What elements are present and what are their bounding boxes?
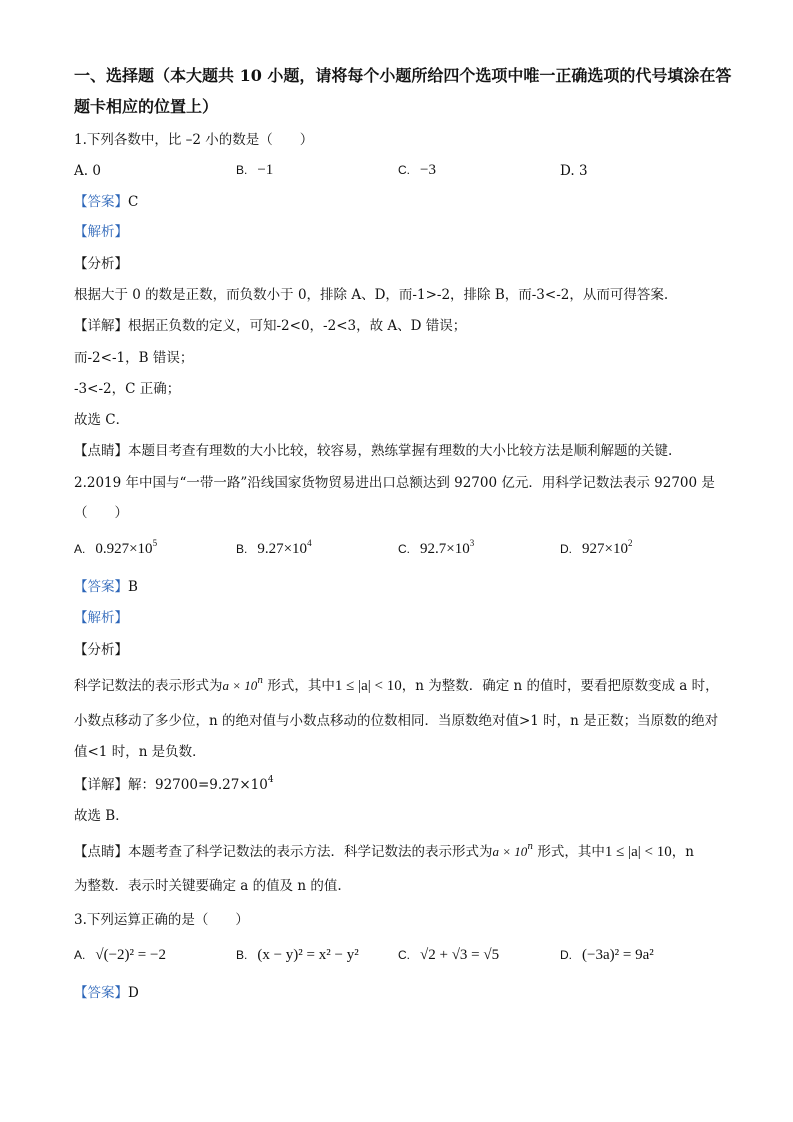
option-exp: 2 (627, 538, 633, 548)
q1-answer (74, 192, 138, 212)
option-exp: 4 (307, 538, 312, 548)
option-base: 0.927×10 (95, 541, 153, 557)
q3-answer (74, 983, 139, 1003)
q2-fenxi-line1 (74, 676, 719, 696)
option-exp: 5 (152, 538, 158, 548)
q2-choose: 故选 B． (74, 808, 129, 824)
option-letter: D. (560, 948, 572, 962)
formula: 1 ≤ |a| < 10 (604, 844, 672, 860)
q2-fenxi-line3: 值<1 时，n 是负数． (74, 744, 206, 760)
formula: 1 ≤ |a| < 10 (334, 678, 402, 694)
q1-line: 故选 C． (74, 412, 130, 428)
option-text: −1 (257, 162, 274, 178)
q2-stem-line1: 2.2019 年中国与“一带一路”沿线国家货物贸易进出口总额达到 92700 亿元．用科学记数法表示 92700 是 (74, 475, 715, 491)
q2-answer (74, 577, 138, 597)
option-letter: C. (398, 542, 410, 556)
q1-option-b[interactable] (236, 160, 273, 180)
text-part: 形式，其中 (533, 844, 605, 860)
q2-fenxi-tag: 【分析】 (74, 642, 128, 658)
option-letter: D. (560, 542, 572, 556)
xiangjie-tag: 【详解】 (74, 777, 128, 793)
formula-exp: n (527, 842, 534, 852)
xiangjie-text: 解：92700=9.27×10 (128, 777, 268, 793)
q2-option-c[interactable] (398, 539, 474, 559)
answer-value: D (128, 985, 139, 1001)
text-part: 形式，其中 (263, 678, 335, 694)
text-part: 科学记数法的表示形式为 (74, 678, 223, 694)
option-letter: C. (398, 163, 410, 177)
q1-line: 而-2<-1，B 错误； (74, 350, 194, 366)
formula-exp: n (257, 676, 264, 686)
q3-option-d[interactable] (560, 945, 654, 965)
option-letter: B. (236, 542, 248, 556)
q3-option-c[interactable] (398, 945, 499, 965)
section-heading-line1: 一、选择题（本大题共 10 小题，请将每个小题所给四个选项中唯一正确选项的代号填涂在答 (74, 66, 732, 85)
q1-fenxi-tag: 【分析】 (74, 256, 128, 272)
option-text: √2 + √3 = √5 (420, 947, 500, 963)
answer-tag: 【答案】 (74, 579, 128, 595)
q2-fenxi-line2: 小数点移动了多少位，n 的绝对值与小数点移动的位数相同．当原数绝对值>1 时，n 是正数；当原数的绝对 (74, 713, 719, 729)
option-text: −3 (420, 162, 436, 178)
option-text: 0 (92, 163, 101, 179)
q1-jiexi-tag: 【解析】 (74, 224, 128, 240)
option-text: (−3a)² = 9a² (582, 947, 654, 963)
option-letter: A. (74, 948, 86, 962)
xiangjie-exp: 4 (267, 775, 274, 785)
option-letter: A. (74, 163, 89, 179)
q2-option-d[interactable] (560, 539, 632, 559)
q3-option-a[interactable] (74, 945, 166, 965)
formula: a × 10 (492, 844, 528, 859)
text-part: ，n 为整数．确定 n 的值时，要看把原数变成 a 时， (401, 678, 719, 694)
option-exp: 3 (469, 538, 475, 548)
option-text: 3 (578, 163, 588, 179)
q1-stem: 1.下列各数中，比 –2 小的数是（ ） (74, 132, 314, 148)
q2-dianjing-line2: 为整数．表示时关键要确定 a 的值及 n 的值. (74, 878, 342, 894)
text-part: ，n (671, 844, 694, 860)
formula: a × 10 (222, 678, 258, 693)
q1-dianjing (74, 441, 672, 461)
option-letter: B. (236, 948, 248, 962)
text-part: 本题考查了科学记数法的表示方法．科学记数法的表示形式为 (128, 844, 493, 860)
q1-option-a[interactable] (74, 161, 101, 181)
answer-value: B (128, 579, 138, 595)
option-base: 927×10 (582, 541, 628, 557)
option-letter: D. (560, 163, 575, 179)
q2-option-a[interactable] (74, 539, 157, 559)
option-text: (x − y)² = x² − y² (257, 947, 359, 963)
dianjing-tag: 【点睛】 (74, 844, 128, 860)
xiangjie-tag: 【详解】 (74, 318, 128, 334)
q3-option-b[interactable] (236, 945, 359, 965)
option-base: 9.27×10 (257, 541, 308, 557)
dianjing-tag: 【点睛】 (74, 443, 128, 459)
q2-stem-line2: （ ） (74, 505, 128, 521)
option-text: √(−2)² = −2 (95, 947, 166, 963)
answer-value: C (128, 194, 139, 210)
q2-dianjing-line1 (74, 842, 694, 862)
q1-fenxi: 根据大于 0 的数是正数，而负数小于 0，排除 A、D，而-1>-2，排除 B，而-3<-2，从而可得答案. (74, 287, 669, 303)
option-base: 92.7×10 (420, 541, 470, 557)
q2-xiangjie (74, 775, 274, 795)
dianjing-text: 本题目考查有理数的大小比较，较容易，熟练掌握有理数的大小比较方法是顺利解题的关键. (128, 443, 673, 459)
q1-line: -3<-2，C 正确； (74, 381, 181, 397)
option-letter: B. (236, 163, 248, 177)
answer-tag: 【答案】 (74, 985, 128, 1001)
q2-jiexi-tag: 【解析】 (74, 610, 128, 626)
q1-option-d[interactable] (560, 161, 588, 181)
option-letter: A. (74, 542, 86, 556)
option-letter: C. (398, 948, 410, 962)
q2-option-b[interactable] (236, 539, 312, 559)
q3-stem: 3.下列运算正确的是（ ） (74, 912, 249, 928)
answer-tag: 【答案】 (74, 194, 128, 210)
section-heading-line2: 题卡相应的位置上） (74, 97, 219, 116)
q1-xiangjie (74, 316, 466, 336)
q1-option-c[interactable] (398, 160, 436, 180)
xiangjie-text: 根据正负数的定义，可知-2<0，-2<3，故 A、D 错误； (128, 318, 467, 334)
